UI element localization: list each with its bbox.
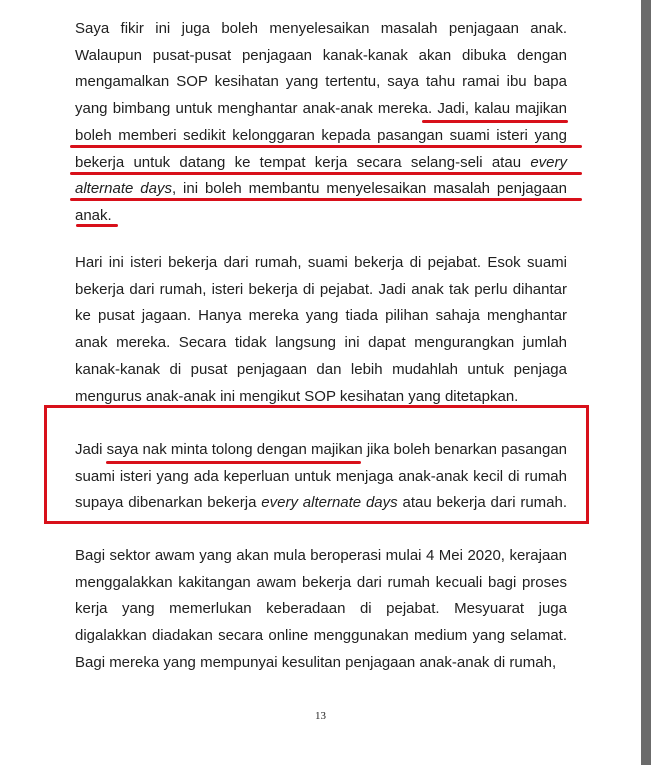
text-line: bekerja dari rumah, isteri bekerja di pejabat. Jadi anak tak perlu dihantar	[75, 280, 567, 298]
text-segment: atau bekerja dari rumah.	[402, 494, 568, 512]
paragraph-2	[75, 250, 567, 410]
text-line: Saya fikir ini juga boleh menyelesaikan masalah penjagaan anak.	[75, 20, 567, 37]
text-segment: bekerja untuk datang ke tempat kerja secara selang-seli atau	[75, 153, 522, 171]
italic-text: every alternate days	[261, 494, 398, 512]
red-underline	[422, 120, 568, 123]
paragraph-4	[75, 543, 567, 677]
red-underline	[70, 198, 582, 201]
text-line: Hari ini isteri bekerja dari rumah, suami bekerja di pejabat. Esok suami	[75, 254, 567, 271]
red-callout-box	[44, 405, 589, 524]
text-line: anak.	[75, 206, 112, 224]
text-line: menggalakkan kakitangan awam bekerja dari rumah kecuali bagi proses	[75, 573, 567, 591]
text-line: suami isteri yang ada keperluan untuk menjaga anak-anak kecil di rumah	[75, 467, 567, 485]
text-line: boleh memberi sedikit kelonggaran kepada pasangan suami isteri yang	[75, 126, 567, 144]
red-underline	[76, 224, 118, 227]
text-line: kerja yang memerlukan keberadaan di pejabat. Mesyuarat juga	[75, 600, 567, 618]
page-number: 13	[315, 710, 326, 722]
text-line: ke pusat jagaan. Hanya mereka yang tiada pilihan sahaja menghantar	[75, 307, 567, 325]
text-line: digalakkan diadakan secara online menggunakan medium yang selamat.	[75, 627, 567, 645]
text-line: yang bimbang untuk menghantar anak-anak mereka. Jadi, kalau majikan	[75, 100, 567, 118]
text-line: Bagi mereka yang mempunyai kesulitan penjagaan anak-anak di rumah,	[75, 653, 557, 671]
red-underline	[70, 145, 582, 148]
viewer-edge	[641, 0, 651, 765]
text-line: mengamalkan SOP kesihatan yang tertentu, saya tahu ramai ibu bapa	[75, 73, 567, 91]
text-line: Walaupun pusat-pusat penjagaan kanak-kanak akan dibuka dengan	[75, 46, 567, 64]
red-underline	[70, 172, 582, 175]
text-line: Bagi sektor awam yang akan mula beroperasi mulai 4 Mei 2020, kerajaan	[75, 547, 567, 564]
italic-text: alternate days	[75, 180, 172, 198]
text-line: kanak-kanak di pusat penjagaan dan lebih mudahlah untuk penjaga	[75, 360, 567, 378]
text-line: anak mereka. Secara tidak langsung ini dapat mengurangkan jumlah	[75, 334, 567, 352]
text-segment: , ini boleh membantu menyelesaikan masalah penjagaan	[171, 180, 567, 198]
italic-text: every	[530, 153, 568, 171]
text-line: Jadi saya nak minta tolong dengan majikan jika boleh benarkan pasangan	[75, 441, 568, 458]
text-segment: supaya dibenarkan bekerja	[75, 494, 257, 512]
text-line: mengurus anak-anak ini mengikut SOP kesihatan yang ditetapkan.	[75, 387, 519, 405]
